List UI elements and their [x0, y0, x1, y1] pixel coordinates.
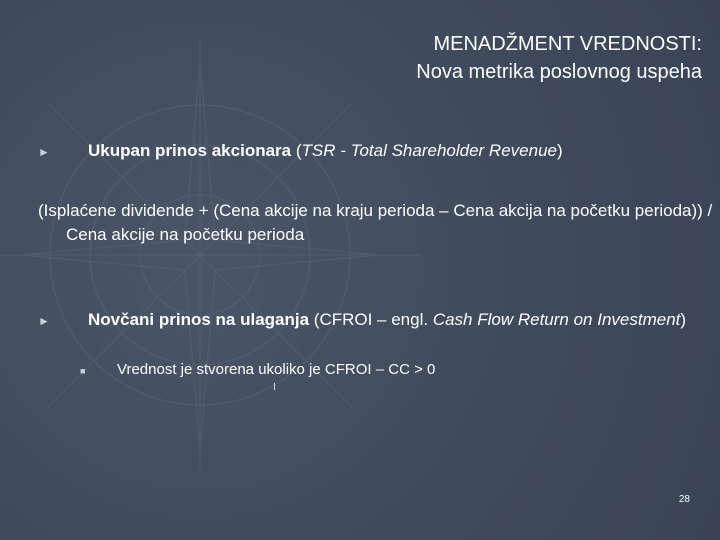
bullet-cfroi-text — [88, 309, 688, 331]
bullet-cfroi — [38, 309, 688, 331]
bullet-cfroi-close-paren: ) — [680, 310, 687, 329]
bullet-tsr-bold: Ukupan prinos akcionara — [88, 141, 292, 160]
sub-bullet-value-created — [80, 360, 680, 380]
sub-bullet-text: Vrednost je stvorena ukoliko je CFROI – CC > 0 — [117, 361, 436, 378]
square-bullet-icon: ■ — [80, 366, 86, 376]
triangle-bullet-icon: ► — [38, 145, 50, 159]
tsr-formula: (Isplaćene dividende + (Cena akcije na kraju perioda – Cena akcija na početku perioda)) / Cena akcije na početku perioda — [38, 201, 713, 244]
bullet-tsr-italic: TSR - Total Shareholder Revenue — [301, 141, 557, 160]
title-line-2: Nova metrika poslovnog uspeha — [416, 61, 702, 83]
title-line-1: MENADŽMENT VREDNOSTI: — [433, 33, 702, 55]
page-number: 28 — [678, 494, 690, 505]
slide-title — [416, 30, 702, 86]
bullet-cfroi-plain: (CFROI – engl. — [309, 310, 433, 329]
bullet-cfroi-italic: Cash Flow Return on Investment — [432, 310, 681, 329]
bullet-tsr-text — [88, 140, 688, 162]
bullet-cfroi-bold: Novčani prinos na ulaganja — [88, 310, 310, 329]
triangle-bullet-icon: ► — [38, 314, 50, 328]
bullet-tsr — [38, 140, 688, 162]
bullet-tsr-close-paren: ) — [556, 141, 563, 160]
text-cursor-mark — [274, 383, 275, 390]
bullet-tsr-open-paren: ( — [291, 141, 302, 160]
